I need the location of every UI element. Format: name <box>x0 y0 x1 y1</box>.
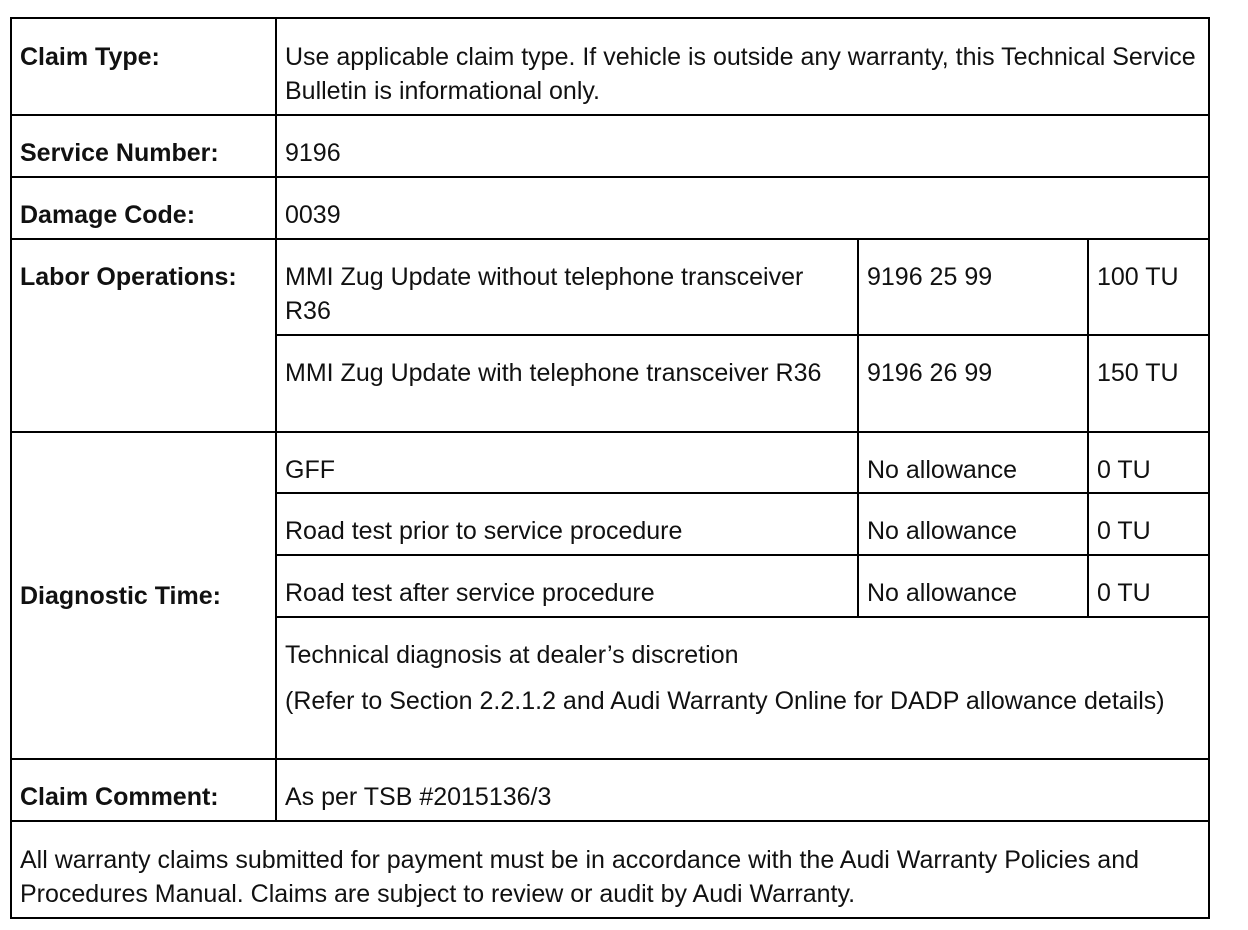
diagnostic-row <box>11 432 1209 493</box>
diagnostic-description: Road test prior to service procedure <box>276 493 858 555</box>
claim-type-row <box>11 18 1209 115</box>
diagnostic-note-reference: (Refer to Section 2.2.1.2 and Audi Warranty Online for DADP allowance details) <box>285 687 1165 715</box>
diagnostic-allowance: No allowance <box>858 555 1088 617</box>
labor-operations-label: Labor Operations: <box>11 239 276 432</box>
claim-type-value: Use applicable claim type. If vehicle is outside any warranty, this Technical Service Bulletin is informational only. <box>276 18 1209 115</box>
labor-operation-code: 9196 25 99 <box>858 239 1088 335</box>
labor-operation-time: 100 TU <box>1088 239 1209 335</box>
damage-code-value: 0039 <box>276 177 1209 239</box>
claim-comment-row <box>11 759 1209 821</box>
claim-comment-value: As per TSB #2015136/3 <box>276 759 1209 821</box>
footer-note: All warranty claims submitted for payment must be in accordance with the Audi Warranty Policies and Procedures Manual. Claims are subject to review or audit by Audi Warranty. <box>11 821 1209 918</box>
diagnostic-time-value: 0 TU <box>1088 432 1209 493</box>
labor-operation-description: MMI Zug Update with telephone transceiver R36 <box>276 335 858 432</box>
claim-comment-label: Claim Comment: <box>11 759 276 821</box>
labor-operation-time: 150 TU <box>1088 335 1209 432</box>
diagnostic-note <box>276 617 1209 759</box>
diagnostic-note-line: Technical diagnosis at dealer’s discretion <box>285 641 739 669</box>
diagnostic-allowance: No allowance <box>858 432 1088 493</box>
diagnostic-allowance: No allowance <box>858 493 1088 555</box>
service-number-label: Service Number: <box>11 115 276 177</box>
service-number-row <box>11 115 1209 177</box>
diagnostic-time-value: 0 TU <box>1088 493 1209 555</box>
diagnostic-description: GFF <box>276 432 858 493</box>
labor-operation-row <box>11 239 1209 335</box>
labor-operation-description: MMI Zug Update without telephone transceiver R36 <box>276 239 858 335</box>
damage-code-row <box>11 177 1209 239</box>
claim-type-label: Claim Type: <box>11 18 276 115</box>
footer-row <box>11 821 1209 918</box>
warranty-claim-table <box>10 17 1210 919</box>
damage-code-label: Damage Code: <box>11 177 276 239</box>
labor-operation-code: 9196 26 99 <box>858 335 1088 432</box>
service-number-value: 9196 <box>276 115 1209 177</box>
diagnostic-description: Road test after service procedure <box>276 555 858 617</box>
diagnostic-time-label: Diagnostic Time: <box>11 432 276 759</box>
diagnostic-time-value: 0 TU <box>1088 555 1209 617</box>
